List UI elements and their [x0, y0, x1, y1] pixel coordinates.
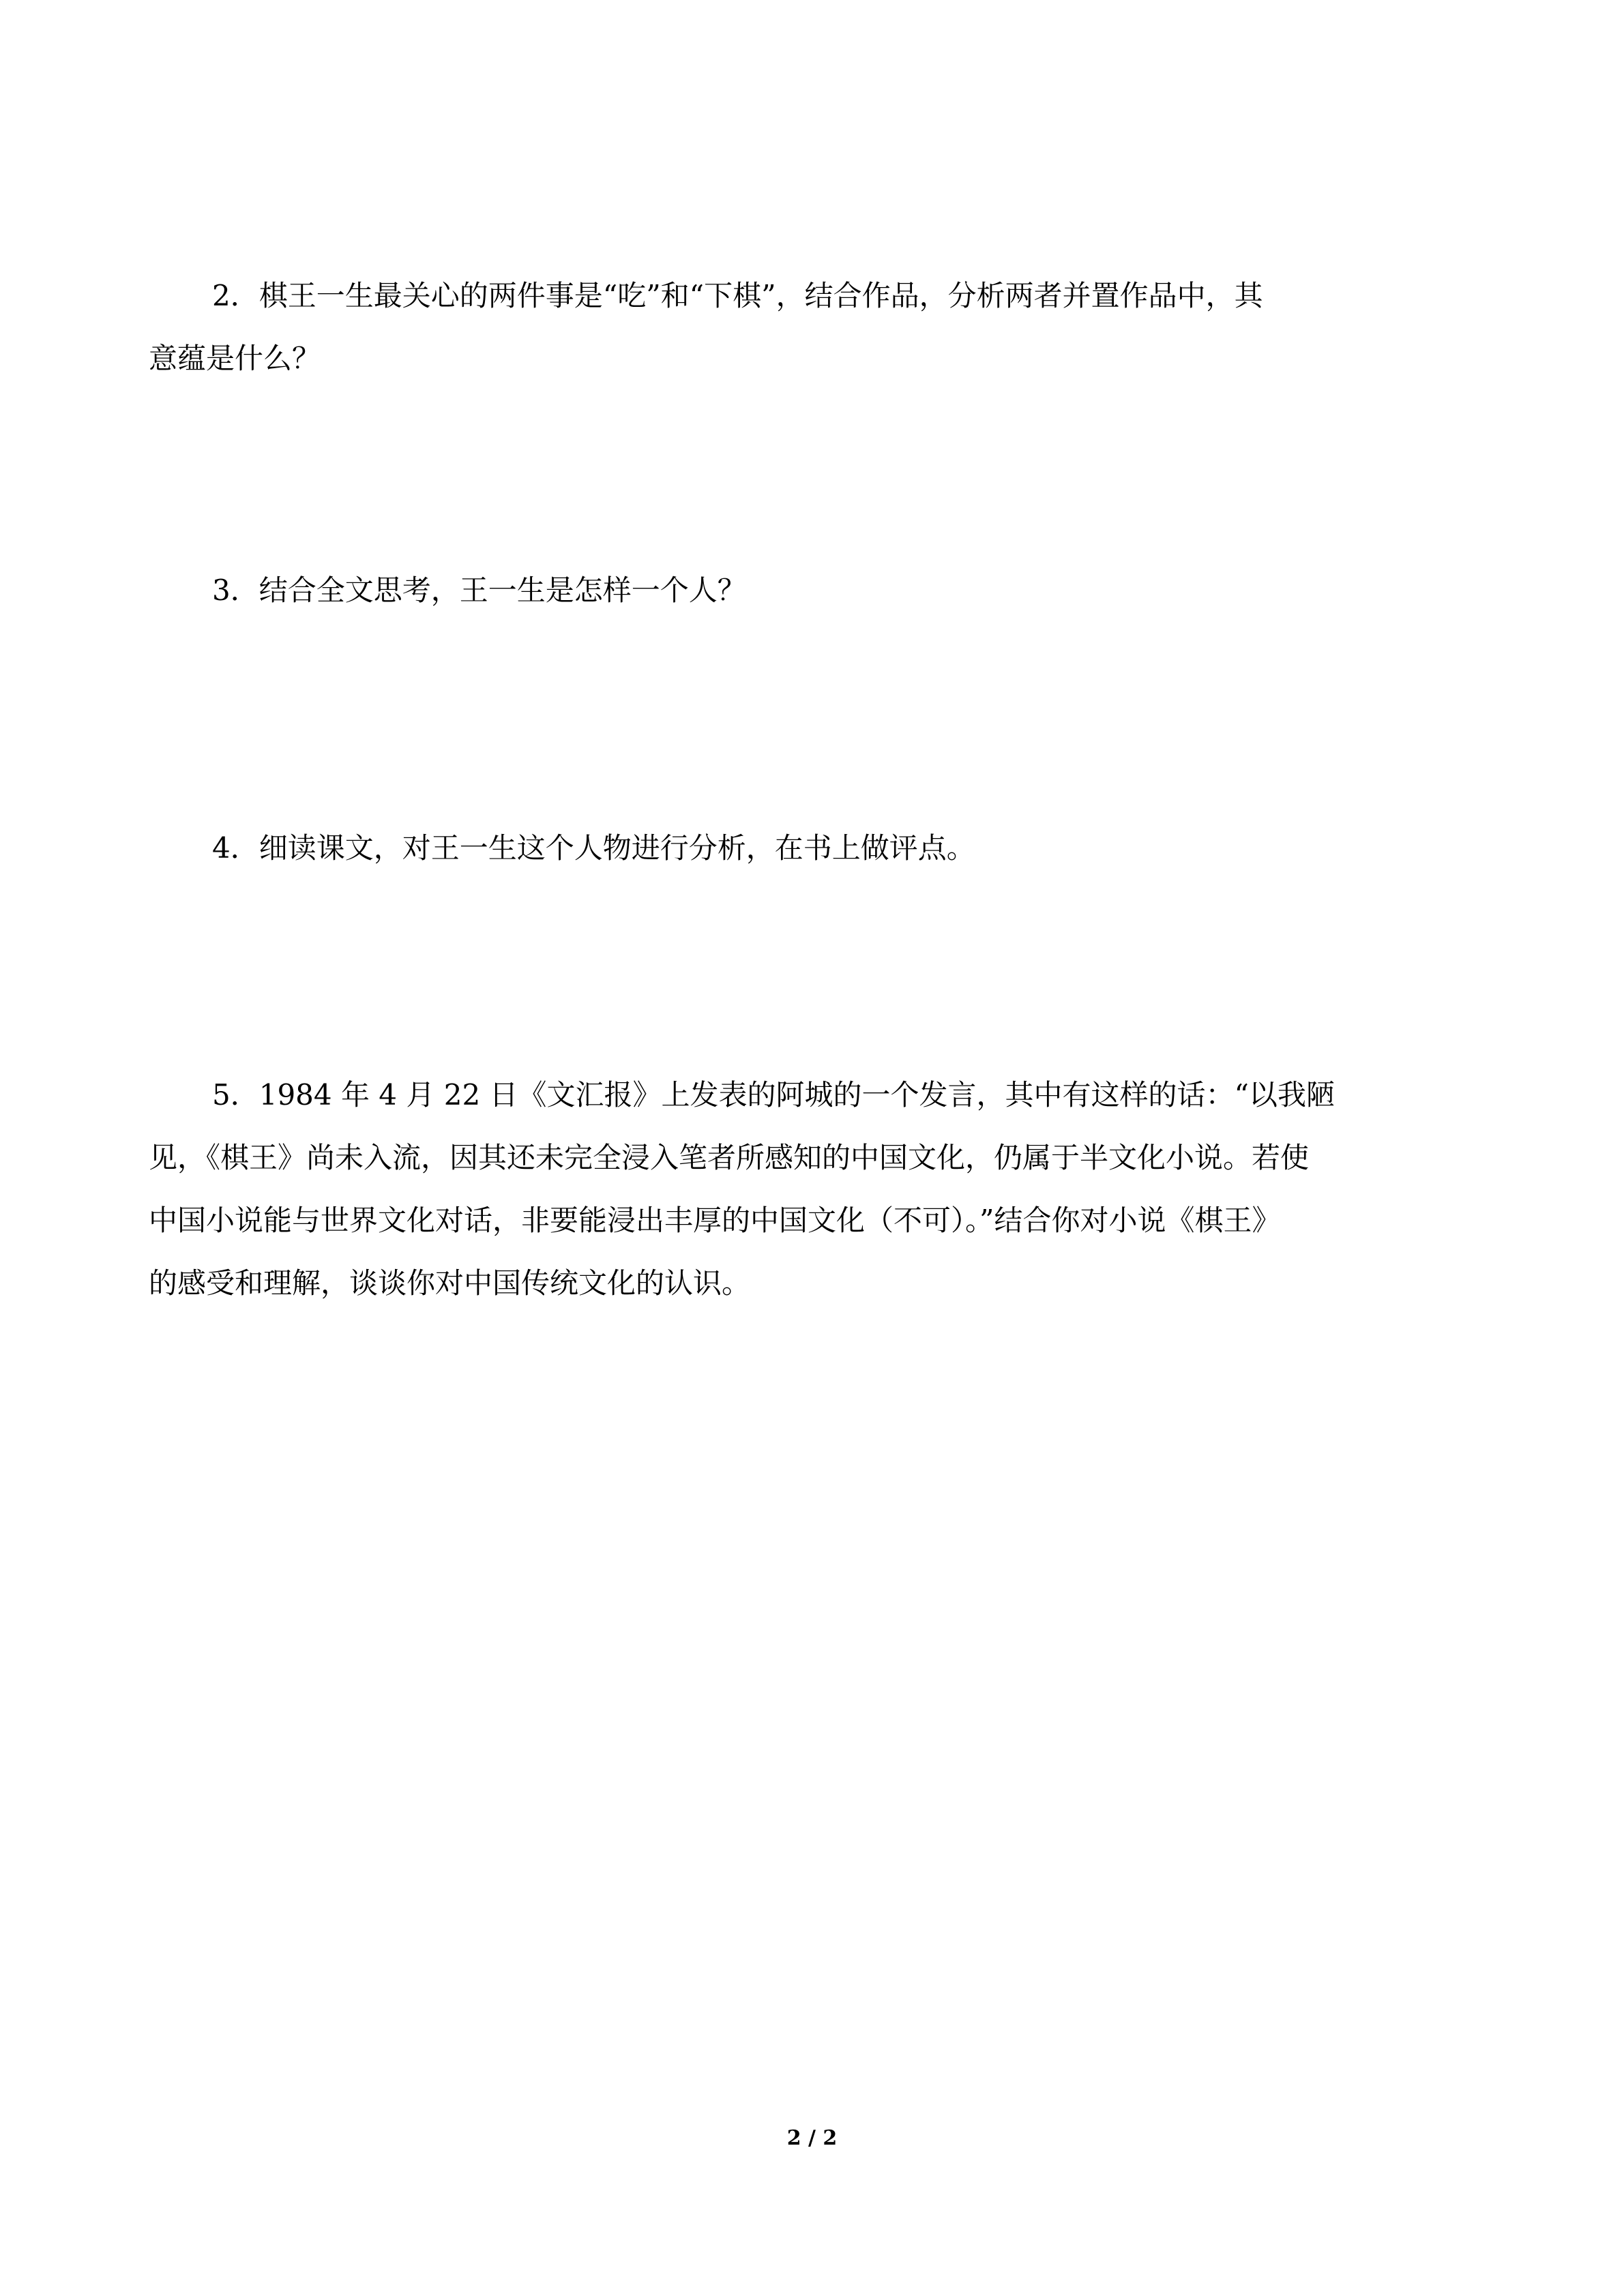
question-4 [149, 817, 1472, 880]
question-5-line-4: 的感受和理解，谈谈你对中国传统文化的认识。 [149, 1266, 751, 1300]
question-5 [149, 1064, 1472, 1315]
question-3 [149, 559, 1472, 622]
question-5-line-3: 中国小说能与世界文化对话，非要能浸出丰厚的中国文化（不可）。”结合你对小说《棋王》 [149, 1204, 1281, 1237]
question-3-line-1: 3．结合全文思考，王一生是怎样一个人？ [212, 573, 746, 607]
question-5-line-1: 5．1984 年 4 月 22 日《文汇报》上发表的阿城的一个发言，其中有这样的话：“以我陋 [212, 1078, 1335, 1112]
page-number: 2 / 2 [786, 2126, 838, 2150]
question-4-line-1: 4．细读课文，对王一生这个人物进行分析，在书上做评点。 [212, 831, 975, 865]
question-5-line-2: 见，《棋王》尚未入流，因其还未完全浸入笔者所感知的中国文化，仍属于半文化小说。若使 [149, 1141, 1310, 1174]
question-2-line-2: 意蕴是什么？ [149, 342, 321, 375]
question-2 [149, 265, 1472, 390]
question-2-line-1: 2．棋王一生最关心的两件事是“吃”和“下棋”，结合作品，分析两者并置作品中，其 [212, 279, 1263, 312]
